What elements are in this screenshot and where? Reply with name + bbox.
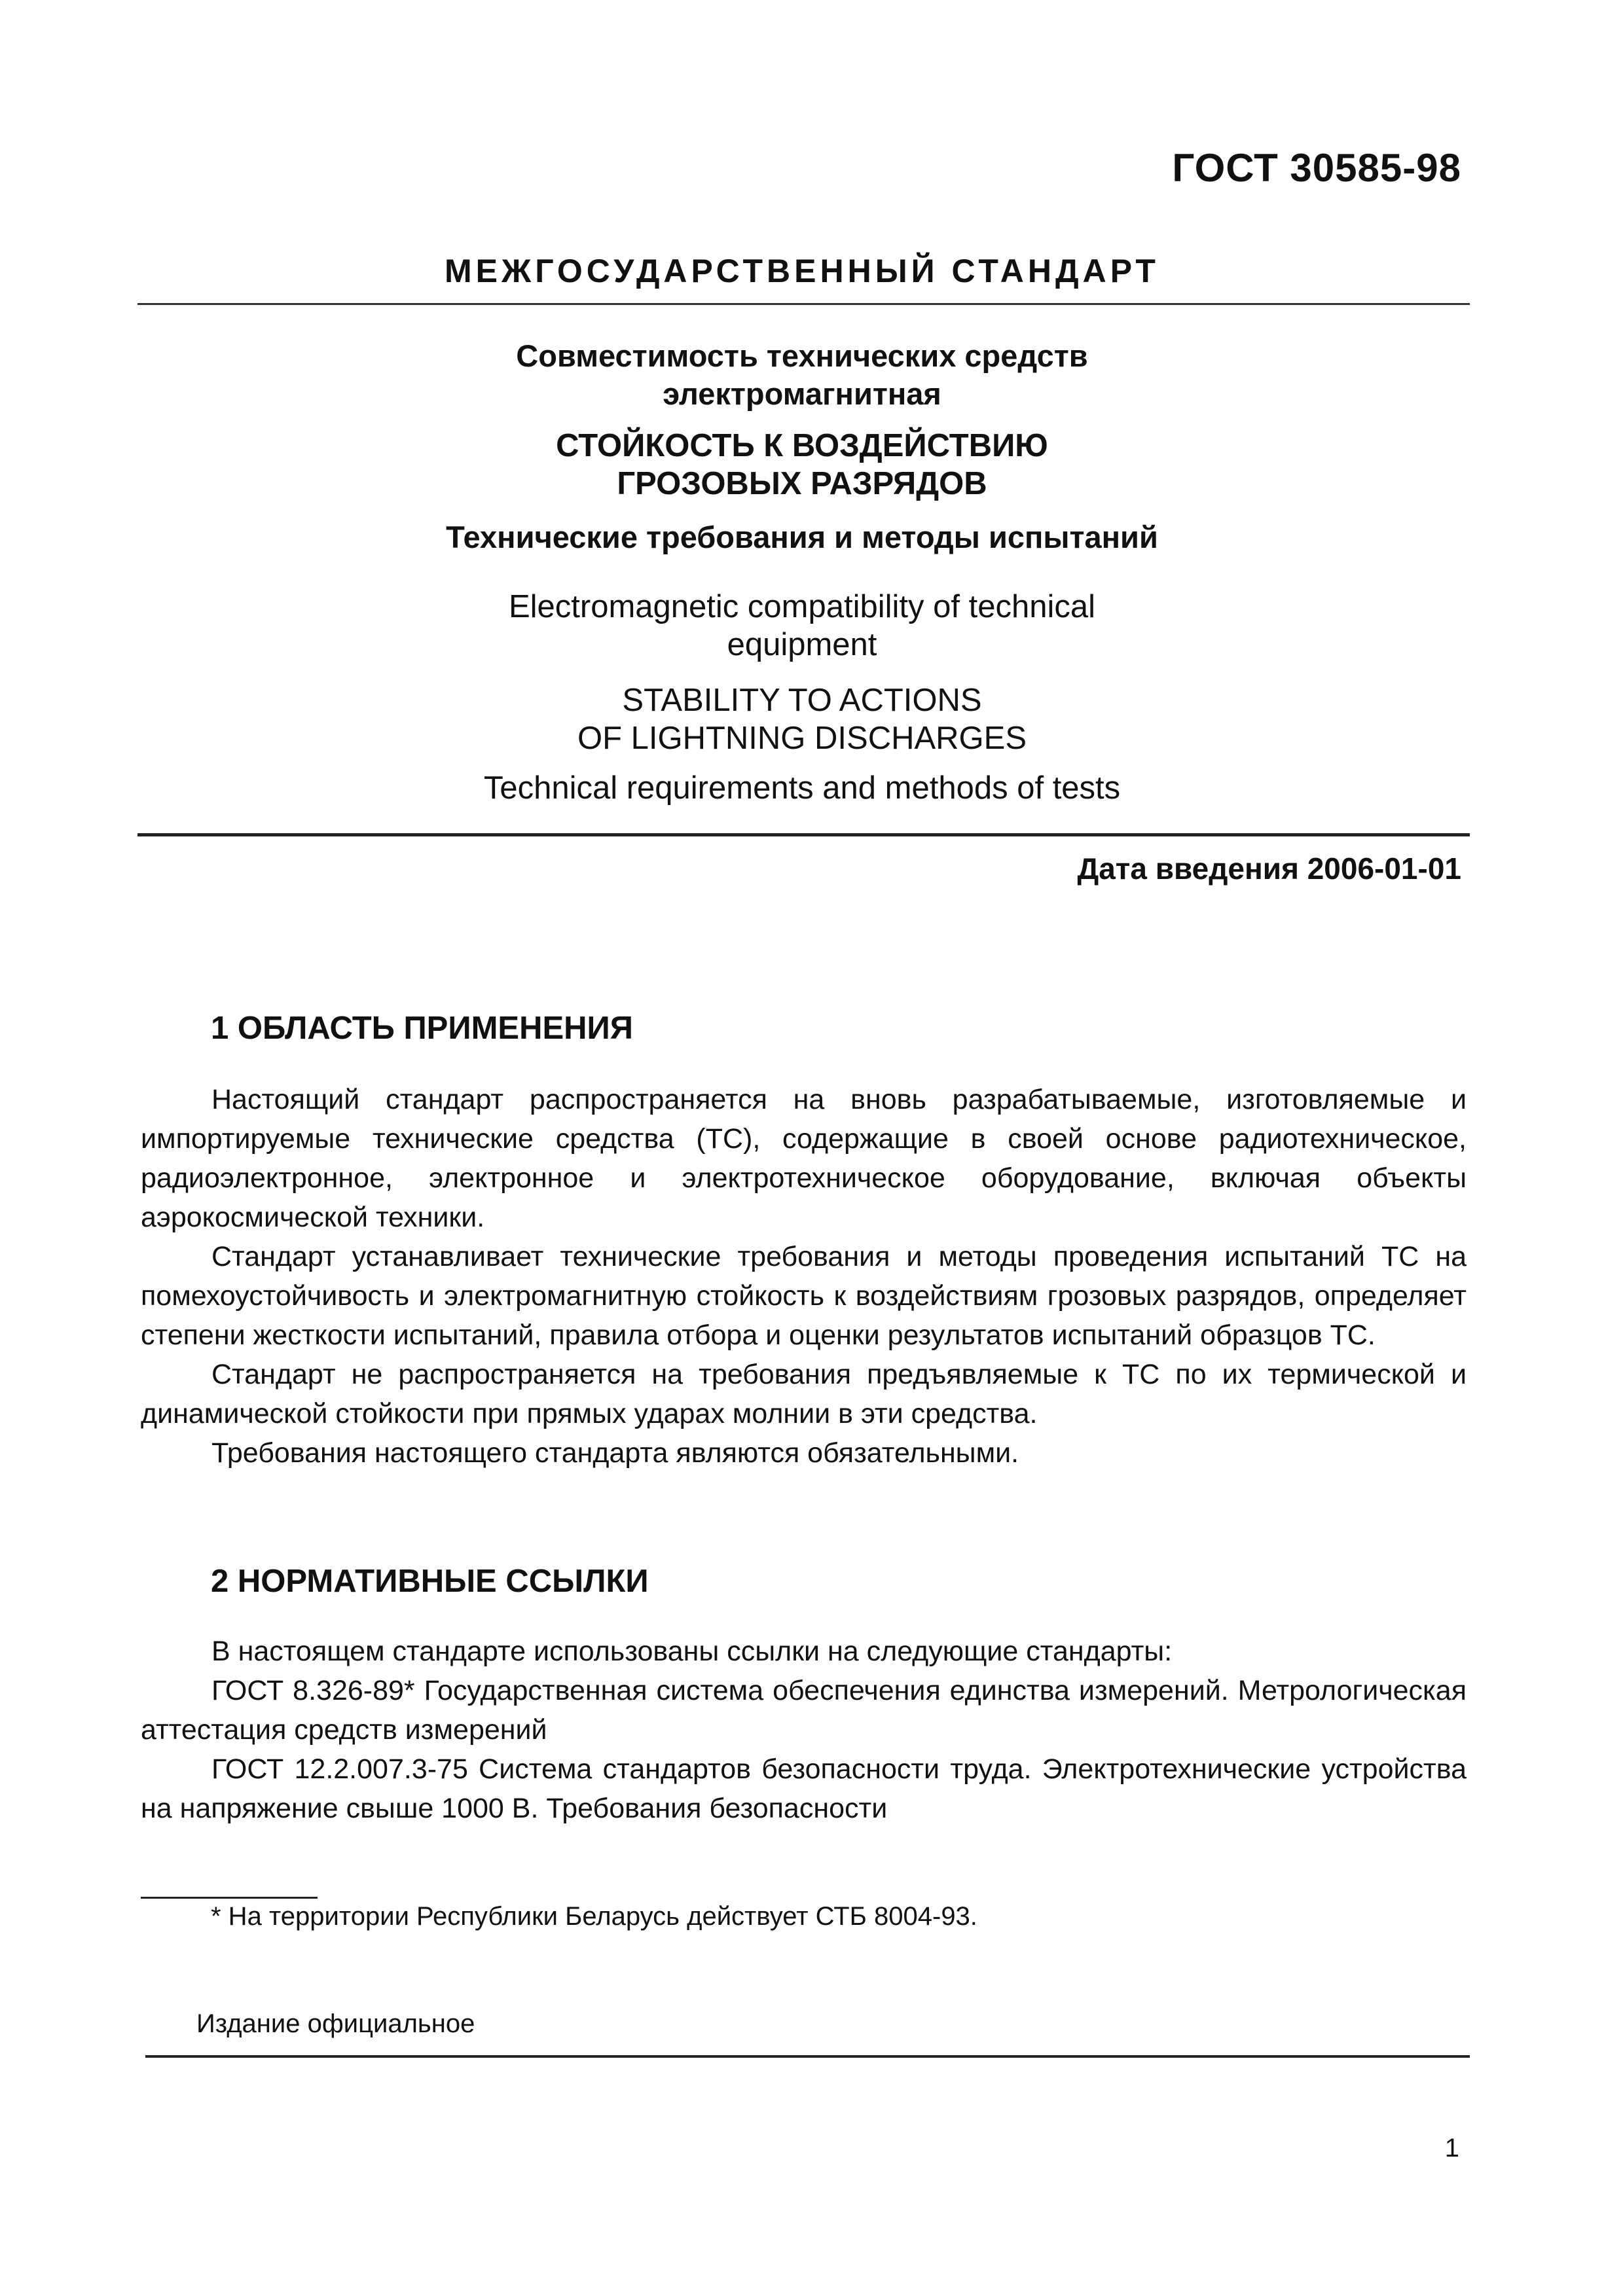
title-ru-subtitle: Технические требования и методы испытаний	[446, 520, 1158, 554]
edition-label: Издание официальное	[196, 2009, 475, 2038]
section-1-heading: 1 ОБЛАСТЬ ПРИМЕНЕНИЯ	[211, 1011, 633, 1046]
title-en-line2: equipment	[727, 627, 877, 662]
title-ru-main2: ГРОЗОВЫХ РАЗРЯДОВ	[617, 466, 987, 501]
title-en-main2: OF LIGHTNING DISCHARGES	[577, 721, 1027, 756]
title-ru-line2: электромагнитная	[663, 376, 941, 411]
footnote-divider	[141, 1897, 318, 1899]
title-en-main1: STABILITY TO ACTIONS	[622, 683, 982, 718]
title-ru-main1: СТОЙКОСТЬ К ВОЗДЕЙСТВИЮ	[556, 428, 1048, 463]
section-2-paragraph: В настоящем стандарте использованы ссылки на следующие стандарты:	[211, 1636, 1173, 1667]
section-2-paragraph: ГОСТ 12.2.007.3-75 Система стандартов безопасности труда. Электротехнические устройства на напряжение свыше 1000 В. Требования безопасности	[141, 1753, 1467, 1824]
section-1-paragraph: Стандарт устанавливает технические требования и методы проведения испытаний ТС на помехоустойчивость и электромагнитную стойкость к воздействиям грозовых разрядов, определяет степени жесткости испытаний, правила отбора и оценки результатов испытаний образцов ТС.	[141, 1241, 1467, 1351]
header-divider	[137, 303, 1470, 305]
interstate-standard-label: МЕЖГОСУДАРСТВЕННЫЙ СТАНДАРТ	[445, 253, 1159, 289]
footnote: * На территории Республики Беларусь действует СТБ 8004-93.	[211, 1902, 977, 1931]
page-number: 1	[1444, 2134, 1459, 2162]
section-2-body	[141, 1632, 1467, 1828]
footer-divider	[145, 2055, 1470, 2058]
section-1-paragraph: Требования настоящего стандарта являются обязательными.	[211, 1437, 1019, 1469]
introduction-date: Дата введения 2006-01-01	[1077, 852, 1461, 886]
title-en-subtitle: Technical requirements and methods of tests	[483, 770, 1121, 806]
section-2-heading: 2 НОРМАТИВНЫЕ ССЫЛКИ	[211, 1564, 649, 1599]
gost-number: ГОСТ 30585-98	[1172, 146, 1461, 190]
section-2-paragraph: ГОСТ 8.326-89* Государственная система обеспечения единства измерений. Метрологическая аттестация средств измерений	[141, 1675, 1467, 1746]
title-en-line1: Electromagnetic compatibility of technical	[508, 589, 1096, 624]
section-1-paragraph: Стандарт не распространяется на требования предъявляемые к ТС по их термической и динамической стойкости при прямых ударах молнии в эти средства.	[141, 1359, 1467, 1429]
title-ru-line1: Совместимость технических средств	[516, 338, 1088, 373]
section-1-paragraph: Настоящий стандарт распространяется на вновь разрабатываемые, изготовляемые и импортируемые технические средства (ТС), содержащие в своей основе радиотехническое, радиоэлектронное, электронное и электротехническое оборудование, включая объекты аэрокосмической техники.	[141, 1084, 1467, 1233]
section-1-body	[141, 1080, 1467, 1473]
title-divider	[137, 833, 1470, 836]
